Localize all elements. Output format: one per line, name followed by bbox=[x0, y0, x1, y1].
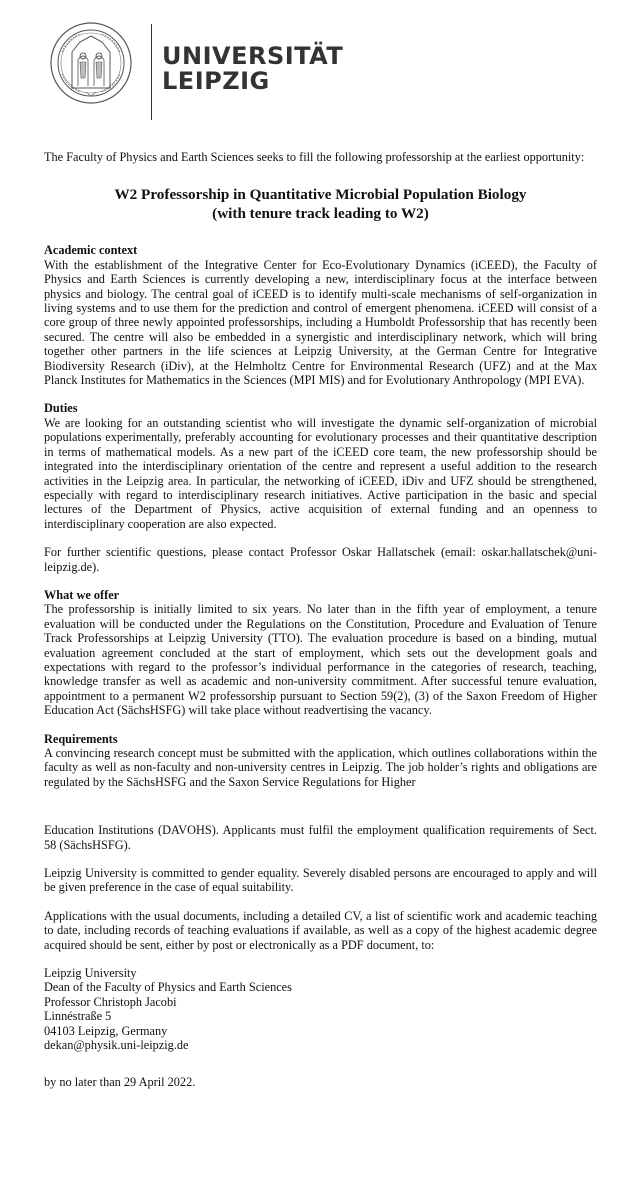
postal-address bbox=[44, 966, 597, 1052]
equality-paragraph: Leipzig University is committed to gender equality. Severely disabled persons are encouraged to apply and will be given preference in the case of equal suitability. bbox=[44, 866, 597, 895]
applications-paragraph: Applications with the usual documents, including a detailed CV, a list of scientific work and academic teaching to date, including records of teaching evaluations if available, as well as a copy of the highest academic degree acquired should be sent, either by post or electronically as a PDF document, to: bbox=[44, 908, 597, 952]
position-title-line1: W2 Professorship in Quantitative Microbial Population Biology bbox=[114, 186, 527, 204]
offer-heading: What we offer bbox=[44, 587, 120, 602]
contact-paragraph: For further scientific questions, please contact Professor Oskar Hallatschek (email: oskar.hallatschek@uni-leipzig.de). bbox=[44, 545, 597, 574]
header-divider bbox=[151, 24, 152, 120]
position-title bbox=[44, 185, 597, 223]
address-line4: Linnéstraße 5 bbox=[44, 1009, 112, 1024]
requirements-body-part1: A convincing research concept must be submitted with the application, which outlines collaborations within the faculty as well as non-faculty and non-university centres in Leipzig. The job holder’s rights and obligations are regulated by the SächsHSFG and the Saxon Service Regulations for Higher bbox=[44, 746, 597, 789]
requirements-heading: Requirements bbox=[44, 731, 118, 746]
address-line3: Professor Christoph Jacobi bbox=[44, 994, 177, 1009]
duties-body: We are looking for an outstanding scientist who will investigate the dynamic self-organization of microbial populations experimentally, preferably accounting for evolutionary processes and their quantitative description in terms of mathematical models. As a new part of the iCEED core team, the new professorship should be integrated into the interdisciplinary orientation of the centre and represent a useful addition to the research activities in the Leipzig area. In particular, the networking of iCEED, iDiv and UFZ should be strengthened, especially with regard to interdisciplinary research initiatives. Active participation in the basic and special lectures of the Department of Physics, active acquisition of external funding and an openness to interdisciplinary cooperation are also expected. bbox=[44, 415, 597, 531]
university-name-line1: UNIVERSITÄT bbox=[162, 42, 344, 70]
intro-paragraph: The Faculty of Physics and Earth Sciences seeks to fill the following professorship at the earliest opportunity: bbox=[44, 150, 585, 164]
academic-context-body: With the establishment of the Integrative Center for Eco-Evolutionary Dynamics (iCEED), the Faculty of Physics and Earth Sciences is currently developing a new, interdisciplinary focus at the interface between physics and biology. The central goal of iCEED is to identify multi-scale mechanisms of self-organization in living systems and to use them for the prediction and control of emergent phenomena. iCEED will consist of a core group of three newly appointed professorships, including a Humboldt Professorship that has recently been secured. The centre will also be embedded in a synergistic and interdisciplinary network, which will bring together other partners in the life sciences at Leipzig University, at the German Centre for Integrative Biodiversity Research (iDiv), at the Helmholtz Centre for Environmental Research (UFZ) and at the Max Planck Institutes for Mathematics in the Sciences (MPI MIS) and for Evolutionary Anthropology (MPI EVA). bbox=[44, 257, 597, 388]
academic-context-heading: Academic context bbox=[44, 243, 138, 258]
offer-body: The professorship is initially limited to six years. No later than in the fifth year of employment, a tenure evaluation will be conducted under the Regulations on the Constitution, Procedure and Evaluation of Tenure Track Professorships at Leipzig University (TTO). The evaluation procedure is based on a binding, mutual evaluation agreement concluded at the start of employment, which sets out the development goals and expectations with regard to the professor’s individual performance in the categories of research, teaching, knowledge transfer as well as academic and non-university commitment. After successful tenure evaluation, appointment to a permanent W2 professorship pursuant to Section 59(2), (3) of the Saxon Freedom of Higher Education Act (SächsHSFG) will take place without readvertising the vacancy. bbox=[44, 602, 597, 718]
university-header bbox=[50, 14, 610, 114]
duties-heading: Duties bbox=[44, 401, 78, 416]
university-seal-icon bbox=[50, 22, 132, 104]
address-email: dekan@physik.uni-leipzig.de bbox=[44, 1038, 189, 1053]
position-title-line2: (with tenure track leading to W2) bbox=[212, 205, 429, 223]
address-line5: 04103 Leipzig, Germany bbox=[44, 1023, 168, 1038]
address-line1: Leipzig University bbox=[44, 966, 137, 981]
address-line2: Dean of the Faculty of Physics and Earth Sciences bbox=[44, 980, 292, 995]
requirements-body-part2: Education Institutions (DAVOHS). Applicants must fulfil the employment qualification requirements of Sect. 58 (SächsHSFG). bbox=[44, 823, 597, 852]
university-name bbox=[162, 44, 343, 94]
deadline-paragraph: by no later than 29 April 2022. bbox=[44, 1074, 196, 1089]
advertisement-body bbox=[44, 150, 597, 1089]
university-name-line2: LEIPZIG bbox=[162, 67, 270, 95]
